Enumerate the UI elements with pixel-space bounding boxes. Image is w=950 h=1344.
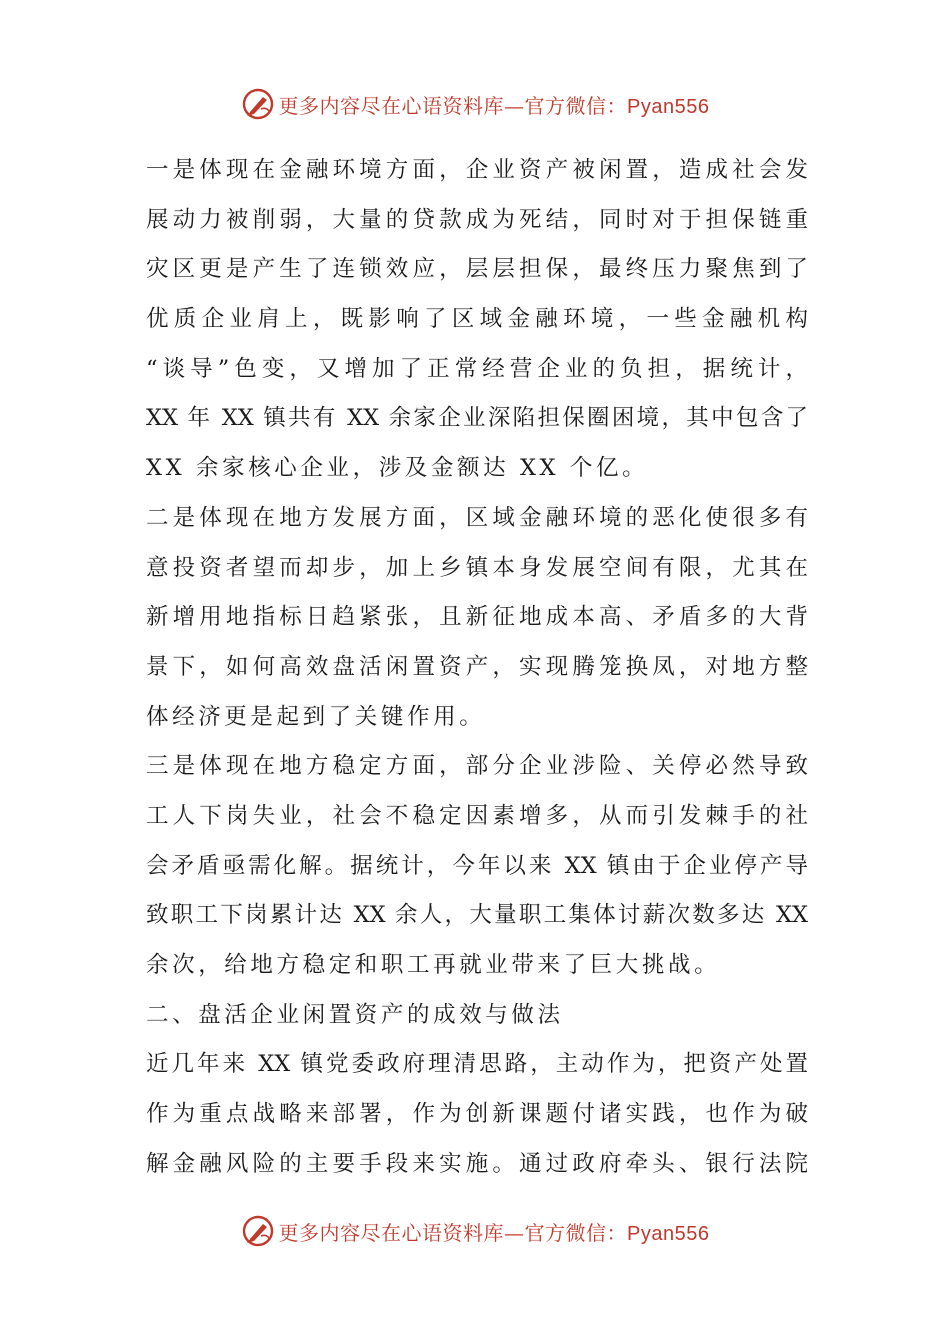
- pen-logo-icon: [241, 87, 275, 121]
- text-line: 体经济更是起到了关键作用。: [146, 703, 486, 730]
- text-line: 意投资者望而却步，加上乡镇本身发展空间有限，尤其在: [146, 554, 808, 581]
- text-line: 展动力被削弱，大量的贷款成为死结，同时对于担保链重: [146, 206, 808, 233]
- text-line: “谈导”色变，又增加了正常经营企业的负担，据统计，: [146, 355, 808, 382]
- section-heading: 二、盘活企业闲置资产的成效与做法: [146, 1001, 564, 1028]
- banner-text: 更多内容尽在心语资料库—官方微信：Pyan556: [278, 1220, 710, 1245]
- text-line: 景下，如何高效盘活闲置资产，实现腾笼换凤，对地方整: [146, 653, 808, 680]
- text-line: 二是体现在地方发展方面，区域金融环境的恶化使很多有: [146, 504, 808, 531]
- header-banner: [0, 84, 950, 124]
- text-line: 优质企业肩上，既影响了区域金融环境，一些金融机构: [146, 306, 808, 333]
- text-line: 会矛盾亟需化解。据统计，今年以来 XX 镇由于企业停产导: [146, 852, 808, 879]
- pen-logo-icon: [241, 1214, 275, 1248]
- document-body: [146, 146, 808, 1189]
- footer-banner: [0, 1211, 950, 1251]
- text-line: XX 余家核心企业，涉及金额达 XX 个亿。: [146, 455, 649, 482]
- text-line: 近几年来 XX 镇党委政府理清思路，主动作为，把资产处置: [146, 1051, 808, 1078]
- text-line: 灾区更是产生了连锁效应，层层担保，最终压力聚焦到了: [146, 256, 808, 283]
- text-line: 作为重点战略来部署，作为创新课题付诸实践，也作为破: [146, 1101, 808, 1128]
- banner-text: 更多内容尽在心语资料库—官方微信：Pyan556: [278, 93, 710, 118]
- text-line: 一是体现在金融环境方面，企业资产被闲置，造成社会发: [146, 157, 808, 183]
- text-line: 致职工下岗累计达 XX 余人，大量职工集体讨薪次数多达 XX: [146, 902, 808, 929]
- text-line: 余次，给地方稳定和职工再就业带来了巨大挑战。: [146, 952, 721, 978]
- text-line: 工人下岗失业，社会不稳定因素增多，从而引发棘手的社: [146, 802, 808, 829]
- text-line: 新增用地指标日趋紧张，且新征地成本高、矛盾多的大背: [146, 604, 808, 631]
- text-line: 三是体现在地方稳定方面，部分企业涉险、关停必然导致: [146, 753, 808, 780]
- text-line: XX 年 XX 镇共有 XX 余家企业深陷担保圈困境，其中包含了: [146, 405, 808, 432]
- text-line: 解金融风险的主要手段来实施。通过政府牵头、银行法院: [146, 1150, 808, 1177]
